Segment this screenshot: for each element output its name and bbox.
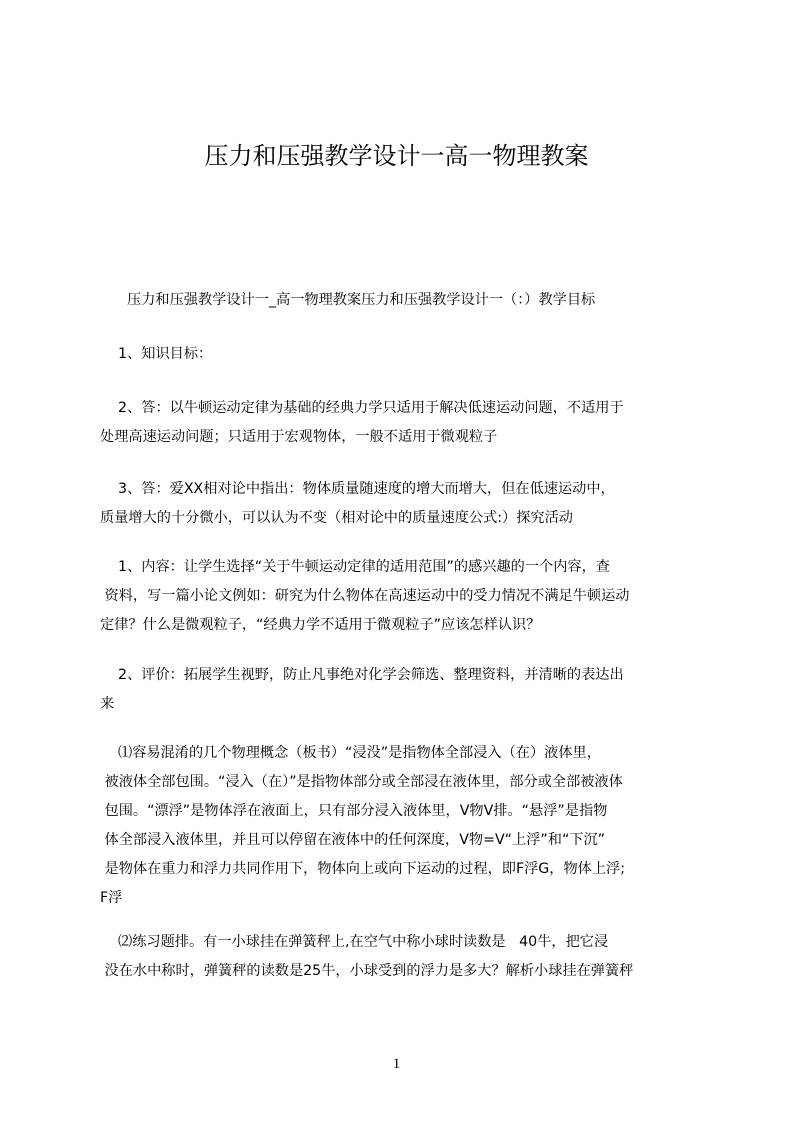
paragraph-concepts [100, 739, 712, 913]
text-line: 2、评价：拓展学生视野，防止凡事绝对化学会筛选、整理资料，并清晰的表达出 [100, 667, 624, 683]
text-line: 1、知识目标： [100, 346, 213, 362]
text-line: ⑴容易混淆的几个物理概念（板书）“浸没”是指物体全部浸入（在）液体里， [100, 745, 601, 761]
text-line: 质量增大的十分微小，可以认为不变（相对论中的质量速度公式:）探究活动 [100, 510, 573, 526]
text-line: 是物体在重力和浮力共同作用下，物体向上或向下运动的过程，即F浮G，物体上浮; [100, 861, 626, 877]
document-title: 压力和压强教学设计一高一物理教案 [204, 142, 589, 170]
paragraph-activity-content [100, 553, 712, 640]
paragraph-evaluation [100, 661, 712, 719]
text-line: ⑵练习题排。有一小球挂在弹簧秤上,在空气中称小球时读数是 40牛，把它浸 [100, 934, 609, 950]
text-line: 没在水中称时，弹簧秤的读数是25牛，小球受到的浮力是多大？解析小球挂在弹簧秤 [100, 963, 634, 979]
text-line: 包围。“漂浮”是物体浮在液面上，只有部分浸入液体里，V物V排。“悬浮”是指物 [100, 803, 608, 819]
text-line: 来 [100, 696, 115, 712]
paragraph-answer-3 [100, 475, 712, 533]
paragraph-intro [100, 286, 712, 315]
text-line: 3、答：爱XX相对论中指出：物体质量随速度的增大而增大，但在低速运动中， [100, 481, 615, 497]
text-line: 体全部浸入液体里，并且可以停留在液体中的任何深度，V物=V“上浮”和“下沉” [100, 832, 606, 848]
text-line: 2、答：以牛顿运动定律为基础的经典力学只适用于解决低速运动问题，不适用于 [100, 400, 624, 416]
text-line: 定律？什么是微观粒子，“经典力学不适用于微观粒子”应该怎样认识？ [100, 617, 541, 633]
paragraph-exercise [100, 928, 712, 986]
text-line: F浮 [100, 890, 123, 906]
page-number: 1 [392, 1056, 401, 1072]
text-line: 1、内容：让学生选择“关于牛顿运动定律的适用范围”的感兴趣的一个内容，查 [100, 559, 610, 575]
paragraph-knowledge-goal [100, 340, 712, 369]
text-line: 资料，写一篇小论文例如：研究为什么物体在高速运动中的受力情况不满足牛顿运动 [100, 588, 630, 604]
paragraph-answer-2 [100, 394, 712, 452]
text-line: 被液体全部包围。“浸入（在）”是指物体部分或全部浸在液体里，部分或全部被液体 [100, 774, 623, 790]
text-line: 处理高速运动问题；只适用于宏观物体，一般不适用于微观粒子 [100, 429, 498, 445]
text-line: 压力和压强教学设计一_高一物理教案压力和压强教学设计一（：）教学目标 [100, 292, 596, 308]
